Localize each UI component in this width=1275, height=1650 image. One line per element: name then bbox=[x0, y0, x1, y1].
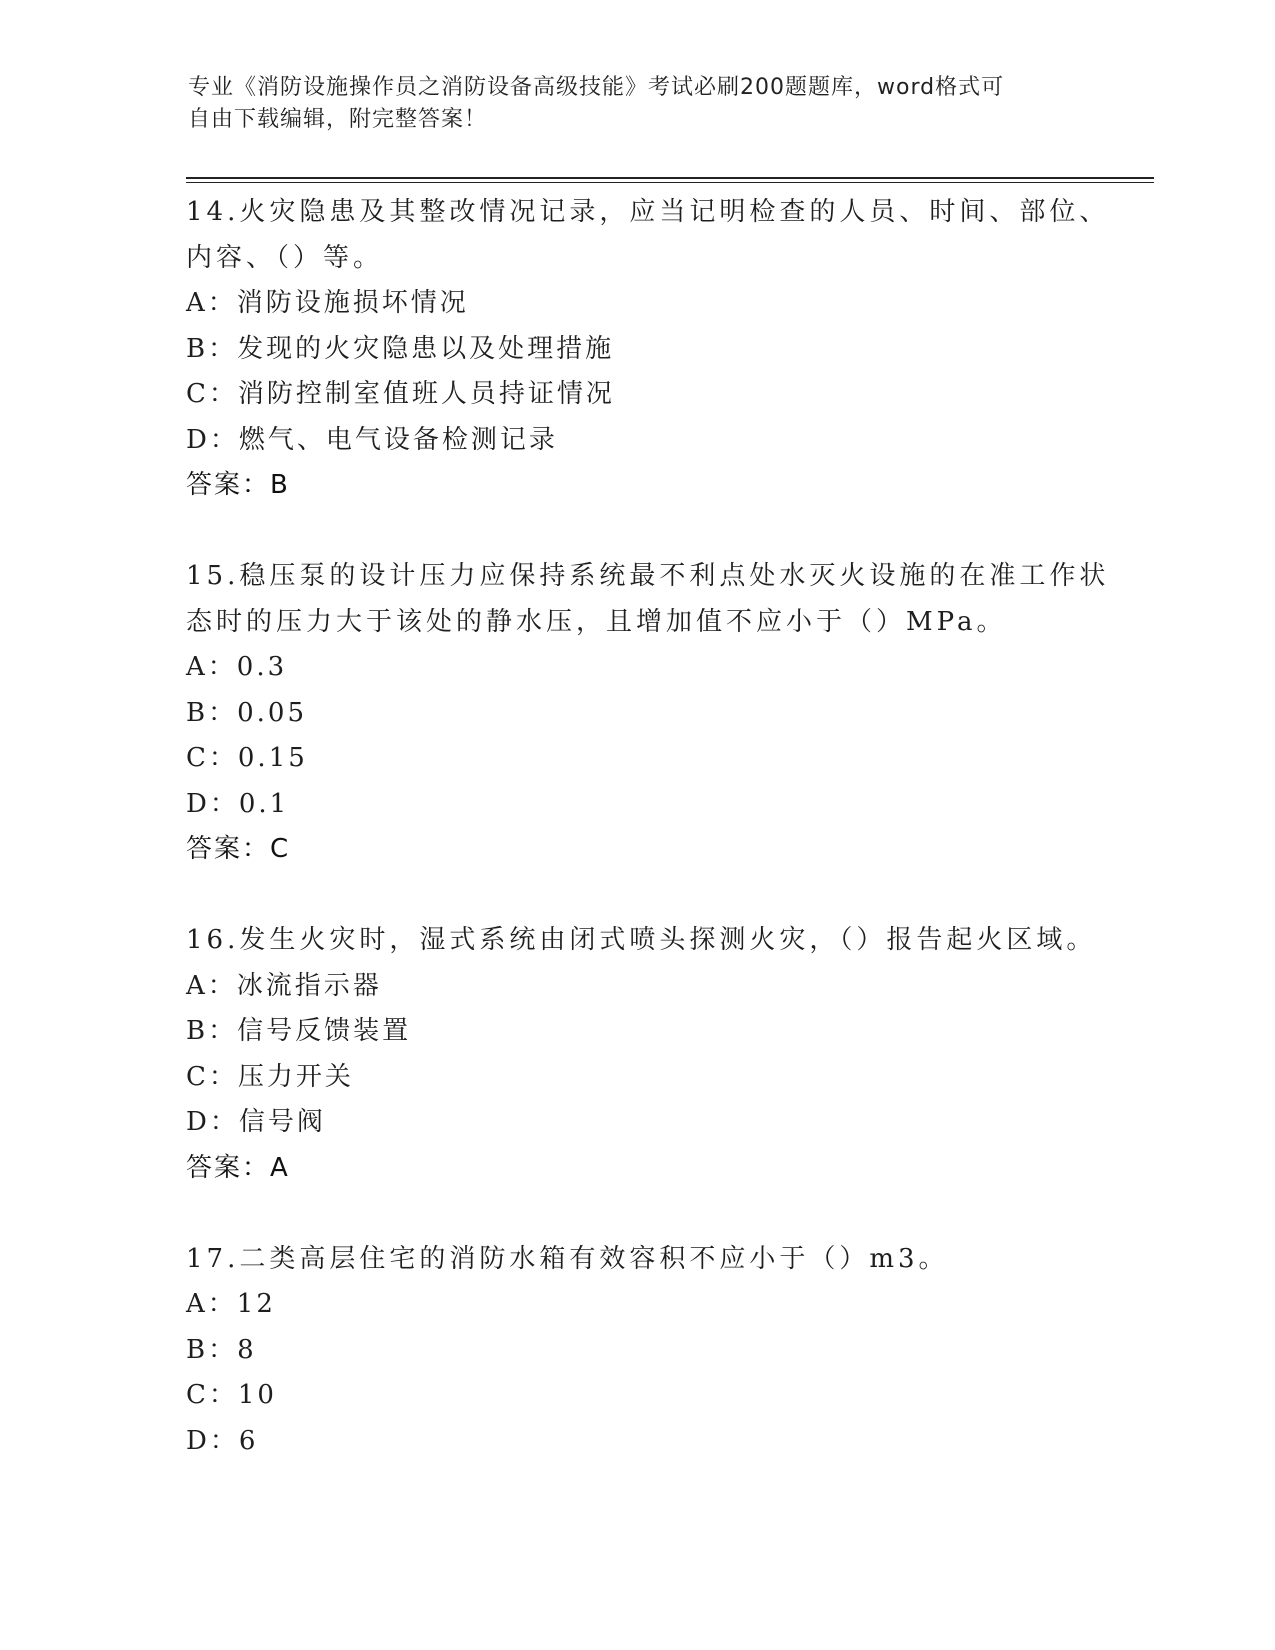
option-c: C：0.15 bbox=[186, 743, 308, 773]
answer: 答案：B bbox=[186, 470, 290, 500]
header-rule-thin bbox=[186, 182, 1154, 183]
question-text: 16.发生火灾时，湿式系统由闭式喷头探测火灾，（）报告起火区域。 bbox=[186, 925, 1097, 955]
option-a: A：冰流指示器 bbox=[186, 970, 382, 1001]
question-15 bbox=[186, 554, 1110, 873]
option-a: A：消防设施损坏情况 bbox=[186, 288, 469, 318]
question-text: 15.稳压泵的设计压力应保持系统最不利点处水灭火设施的在准工作状 bbox=[186, 561, 1110, 591]
option-d: D：0.1 bbox=[186, 788, 290, 819]
question-text: 态时的压力大于该处的静水压，且增加值不应小于（）MPa。 bbox=[186, 606, 1007, 637]
option-c: C：10 bbox=[186, 1380, 277, 1410]
option-c: C：消防控制室值班人员持证情况 bbox=[186, 379, 615, 409]
option-d: D：信号阀 bbox=[186, 1107, 326, 1137]
option-b: B：信号反馈装置 bbox=[186, 1016, 412, 1046]
question-list bbox=[186, 190, 1110, 1464]
question-text: 17.二类高层住宅的消防水箱有效容积不应小于（）m3。 bbox=[186, 1243, 949, 1274]
question-14 bbox=[186, 190, 1110, 509]
option-a: A：0.3 bbox=[186, 652, 288, 682]
header-rule-thick bbox=[186, 177, 1154, 179]
question-17 bbox=[186, 1237, 1106, 1465]
question-16 bbox=[186, 918, 1106, 1191]
question-text: 内容、（）等。 bbox=[186, 242, 384, 273]
spacer bbox=[186, 509, 1106, 555]
option-b: B：8 bbox=[186, 1334, 257, 1365]
spacer bbox=[186, 1191, 1106, 1237]
option-b: B：发现的火灾隐患以及处理措施 bbox=[186, 333, 615, 364]
document-header bbox=[188, 72, 1068, 136]
option-c: C：压力开关 bbox=[186, 1061, 354, 1092]
option-d: D：6 bbox=[186, 1425, 259, 1456]
spacer bbox=[186, 873, 1106, 919]
option-d: D：燃气、电气设备检测记录 bbox=[186, 424, 558, 455]
answer: 答案：C bbox=[186, 834, 291, 864]
option-b: B：0.05 bbox=[186, 697, 307, 728]
header-line-2: 自由下载编辑，附完整答案！ bbox=[188, 107, 488, 132]
option-a: A：12 bbox=[186, 1289, 276, 1319]
header-line-1: 专业《消防设施操作员之消防设备高级技能》考试必刷200题题库，word格式可 bbox=[188, 75, 1005, 100]
question-text: 14.火灾隐患及其整改情况记录，应当记明检查的人员、时间、部位、 bbox=[186, 197, 1110, 227]
answer: 答案：A bbox=[186, 1152, 290, 1183]
